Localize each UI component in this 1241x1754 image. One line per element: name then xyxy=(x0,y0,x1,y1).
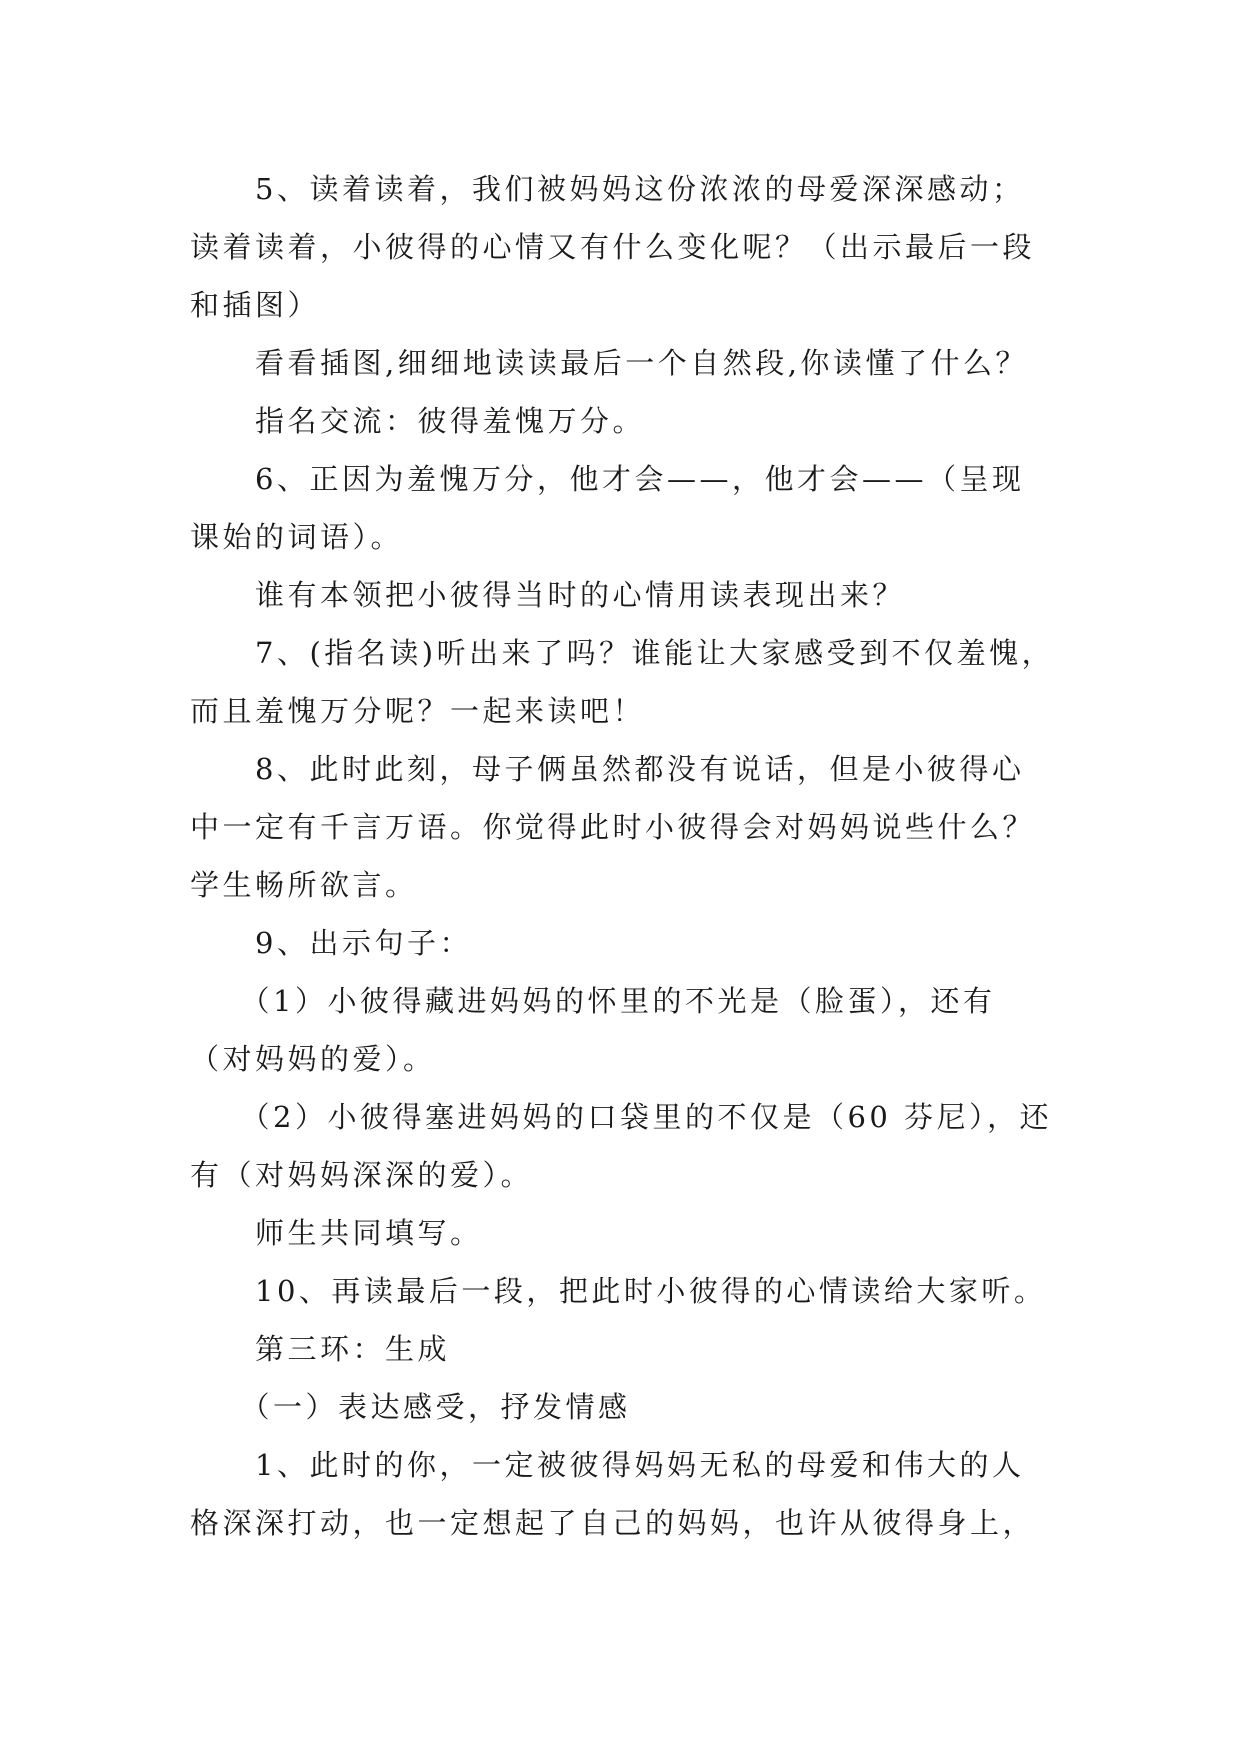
text-line: 5、读着读着，我们被妈妈这份浓浓的母爱深深感动； xyxy=(190,172,1025,206)
text-line: 而且羞愧万分呢？一起来读吧！ xyxy=(190,694,646,728)
document-body xyxy=(190,160,1060,1552)
text-line: （对妈妈的爱）。 xyxy=(190,1042,436,1076)
text-line: 9、出示句子： xyxy=(190,926,472,960)
text-line: 指名交流：彼得羞愧万分。 xyxy=(190,404,646,438)
text-line: （1）小彼得藏进妈妈的怀里的不光是（脸蛋），还有 xyxy=(190,984,996,1018)
text-line: 师生共同填写。 xyxy=(190,1216,483,1250)
text-line: （2）小彼得塞进妈妈的口袋里的不仅是（60 芬尼），还 xyxy=(190,1100,1053,1134)
text-line: 有（对妈妈深深的爱）。 xyxy=(190,1158,534,1192)
text-line: （一）表达感受，抒发情感 xyxy=(190,1390,631,1424)
text-line: 中一定有千言万语。你觉得此时小彼得会对妈妈说些什么？ xyxy=(190,810,1036,844)
text-line: 格深深打动，也一定想起了自己的妈妈，也许从彼得身上， xyxy=(190,1506,1036,1540)
text-line: 第三环：生成 xyxy=(190,1332,451,1366)
text-line: 谁有本领把小彼得当时的心情用读表现出来？ xyxy=(190,578,906,612)
text-line: 和插图） xyxy=(190,288,321,322)
text-line: 看看插图,细细地读读最后一个自然段,你读懂了什么？ xyxy=(190,346,1028,380)
text-line: 6、正因为羞愧万分，他才会——，他才会——（呈现 xyxy=(190,462,1025,496)
text-line: 学生畅所欲言。 xyxy=(190,868,418,902)
text-line: 课始的词语）。 xyxy=(190,520,404,554)
text-line: 8、此时此刻，母子俩虽然都没有说话，但是小彼得心 xyxy=(190,752,1025,786)
text-line: 1、此时的你，一定被彼得妈妈无私的母爱和伟大的人 xyxy=(190,1448,1025,1482)
text-line: 10、再读最后一段，把此时小彼得的心情读给大家听。 xyxy=(190,1274,1047,1308)
text-line: 7、(指名读)听出来了吗？谁能让大家感受到不仅羞愧， xyxy=(190,636,1055,670)
text-line: 读着读着，小彼得的心情又有什么变化呢？（出示最后一段 xyxy=(190,230,1036,264)
